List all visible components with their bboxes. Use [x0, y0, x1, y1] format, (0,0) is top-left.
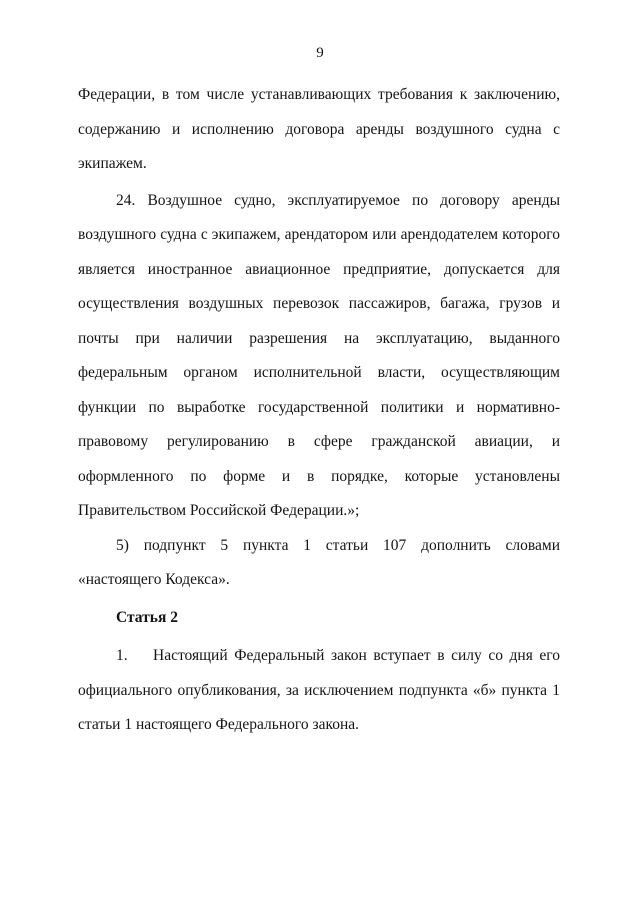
paragraph-item-24: 24. Воздушное судно, эксплуатируемое по договору аренды воздушного судна с экипажем, арендатором или арендодателем которого является иностранное авиационное предприятие, допускается для осуществления воздушных перевозок пассажиров, багажа, грузов и почты при наличии разрешения на эксплуатацию, выданного федеральным органом исполнительной власти, осуществляющим функции по выработке государственной политики и нормативно-правовому регулированию в сфере гражданской авиации, и оформленного по форме и в порядке, которые установлены Правительством Российской Федерации.»; [78, 191, 560, 519]
paragraph-continuation: Федерации, в том числе устанавливающих требования к заключению, содержанию и исполнению договора аренды воздушного судна с экипажем. [78, 86, 560, 172]
article-2-heading: Статья 2 [116, 608, 178, 626]
paragraph-article-2-item-1 [78, 639, 560, 743]
document-body [78, 78, 560, 743]
article-2-item-1-number: 1. [116, 647, 128, 664]
article-2-item-1-text: Настоящий Федеральный закон вступает в силу со дня его официального опубликования, за исключением подпункта «б» пункта 1 статьи 1 настоящего Федерального закона. [78, 647, 560, 733]
page-number: 9 [316, 45, 324, 61]
paragraph-subitem-5: 5) подпункт 5 пункта 1 статьи 107 дополнить словами «настоящего Кодекса». [78, 536, 560, 588]
